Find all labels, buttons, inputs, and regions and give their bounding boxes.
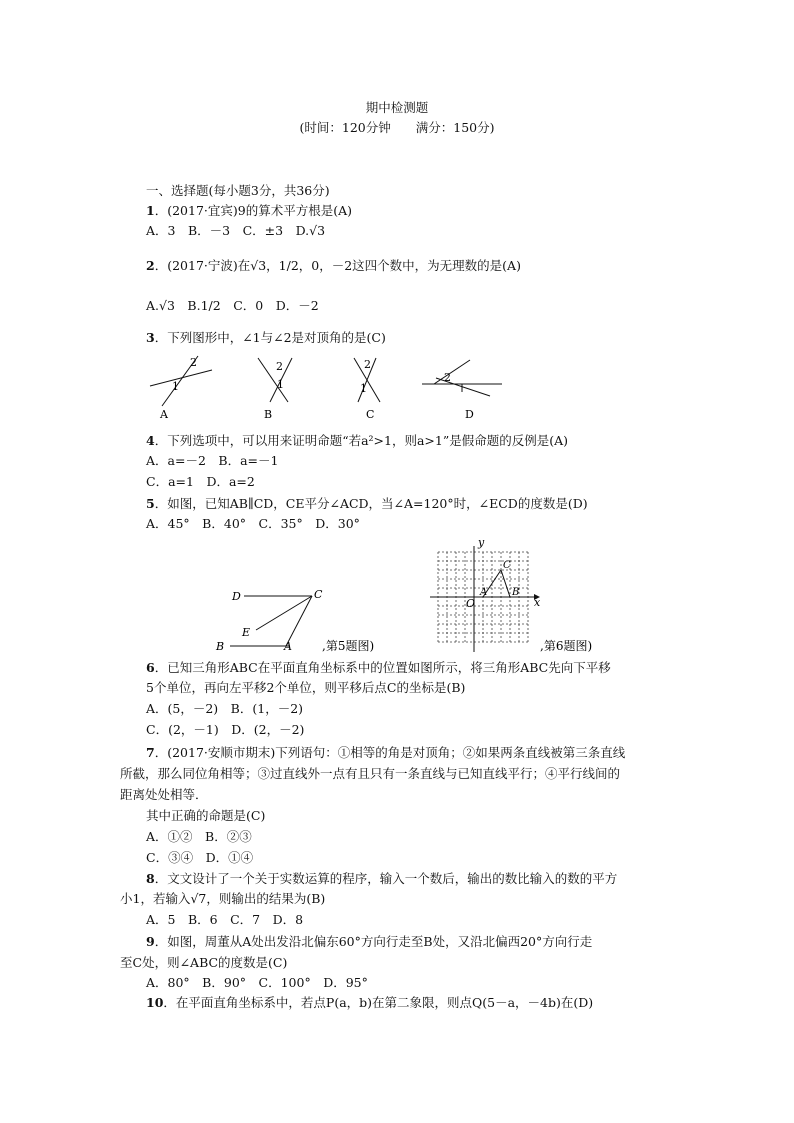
point-label-d: D [232,590,241,603]
figure-label-c: C [366,408,375,421]
question-2 [146,258,521,274]
question-number: 6 [146,660,155,675]
point-label-a: A [284,640,292,653]
question-number: 10 [146,995,164,1010]
question-number: 3 [146,330,155,345]
angle-label-2: 2 [190,356,197,369]
question-stem: ．(2017·宜宾)9的算术平方根是(A) [154,203,352,218]
question-7-stem-3: 距离处处相等． [120,787,208,802]
question-6-figure [428,536,608,656]
angle-label-2: 2 [276,360,283,373]
question-6 [146,660,611,676]
angle-label-1: 1 [360,382,367,395]
question-4-options-2: C．a=1 D．a=2 [146,474,255,489]
point-label-a: A [480,587,488,598]
point-label-c: C [503,560,511,571]
question-stem: ．(2017·安顺市期末)下列语句：①相等的角是对顶角；②如果两条直线被第三条直线 [154,745,626,760]
question-number: 7 [146,745,155,760]
point-label-e: E [242,626,251,639]
question-7 [146,745,625,761]
question-1-options: A．3 B．－3 C．±3 D.√3 [146,223,326,238]
axis-label-x: x [534,596,541,609]
question-5 [146,496,588,512]
question-9-options: A．80° B．90° C．100° D．95° [146,975,368,990]
figure-d [422,360,502,421]
question-number: 4 [146,433,155,448]
figure-a [150,356,212,421]
question-stem: ．在平面直角坐标系中，若点P(a，b)在第二象限，则点Q(5－a，－4b)在(D) [163,995,594,1010]
figure-caption: ,第6题图) [540,639,593,653]
question-4 [146,433,568,449]
question-9-stem-2: 至C处，则∠ABC的度数是(C) [120,955,288,970]
figure-b [258,358,292,421]
question-stem: ．如图，已知AB∥CD，CE平分∠ACD，当∠A=120°时，∠ECD的度数是(D) [154,496,588,511]
page-title: 期中检测题 [365,100,429,115]
question-3 [146,330,386,346]
point-label-b: B [512,587,520,598]
question-number: 5 [146,496,155,511]
question-10 [146,995,593,1011]
question-number: 8 [146,871,155,886]
question-stem: ．如图，周董从A处出发沿北偏东60°方向行走至B处，又沿北偏西20°方向行走 [154,934,593,949]
exam-info: (时间：120分钟 满分：150分) [299,120,495,135]
question-7-options-2: C．③④ D．①④ [146,850,254,865]
question-stem: ．已知三角形ABC在平面直角坐标系中的位置如图所示，将三角形ABC先向下平移 [154,660,611,675]
question-stem: ．(2017·宁波)在√3，1/2，0，－2这四个数中，为无理数的是(A) [154,258,521,273]
question-stem: ．下列选项中，可以用来证明命题“若a²>1，则a>1”是假命题的反例是(A) [154,433,569,448]
question-2-options: A.√3 B.1/2 C．0 D．－2 [146,298,319,313]
question-number: 2 [146,258,155,273]
angle-label-1: 1 [172,380,179,393]
question-8 [146,871,617,887]
question-9 [146,934,592,950]
question-6-options-2: C．(2，－1) D．(2，－2) [146,722,305,737]
question-6-stem-2: 5个单位，再向左平移2个单位，则平移后点C的坐标是(B) [146,680,466,695]
figure-caption: ,第5题图) [322,639,375,653]
question-7-stem-2: 所截，那么同位角相等；③过直线外一点有且只有一条直线与已知直线平行；④平行线间的 [120,766,621,781]
figure-c [354,358,380,421]
question-6-options-1: A．(5，－2) B．(1，－2) [146,701,304,716]
point-label-b: B [216,640,225,653]
axis-label-y: y [478,536,485,549]
question-8-options: A．5 B．6 C．7 D．8 [146,912,304,927]
question-1 [146,203,352,219]
section-heading: 一、选择题(每小题3分，共36分) [146,183,330,198]
question-7-stem-4: 其中正确的命题是(C) [146,808,266,823]
angle-label-2: 2 [364,358,371,371]
question-stem: ．文文设计了一个关于实数运算的程序，输入一个数后，输出的数比输入的数的平方 [154,871,618,886]
angle-label-2: 2 [444,371,451,384]
figure-label-b: B [264,408,273,421]
question-5-figure [210,584,390,658]
question-4-options-1: A．a=－2 B．a=－1 [146,453,279,468]
figure-label-d: D [465,408,474,421]
question-3-figures [140,352,520,424]
point-label-c: C [314,588,323,601]
question-8-stem-2: 小1，若输入√7，则输出的结果为(B) [120,891,326,906]
question-7-options-1: A．①② B．②③ [146,829,252,844]
angle-label-1: 1 [277,378,284,391]
question-5-options: A．45° B．40° C．35° D．30° [146,516,360,531]
axis-label-origin: O [466,597,476,610]
question-number: 9 [146,934,155,949]
question-number: 1 [146,203,155,218]
figure-label-a: A [160,408,168,421]
question-stem: ．下列图形中，∠1与∠2是对顶角的是(C) [154,330,386,345]
